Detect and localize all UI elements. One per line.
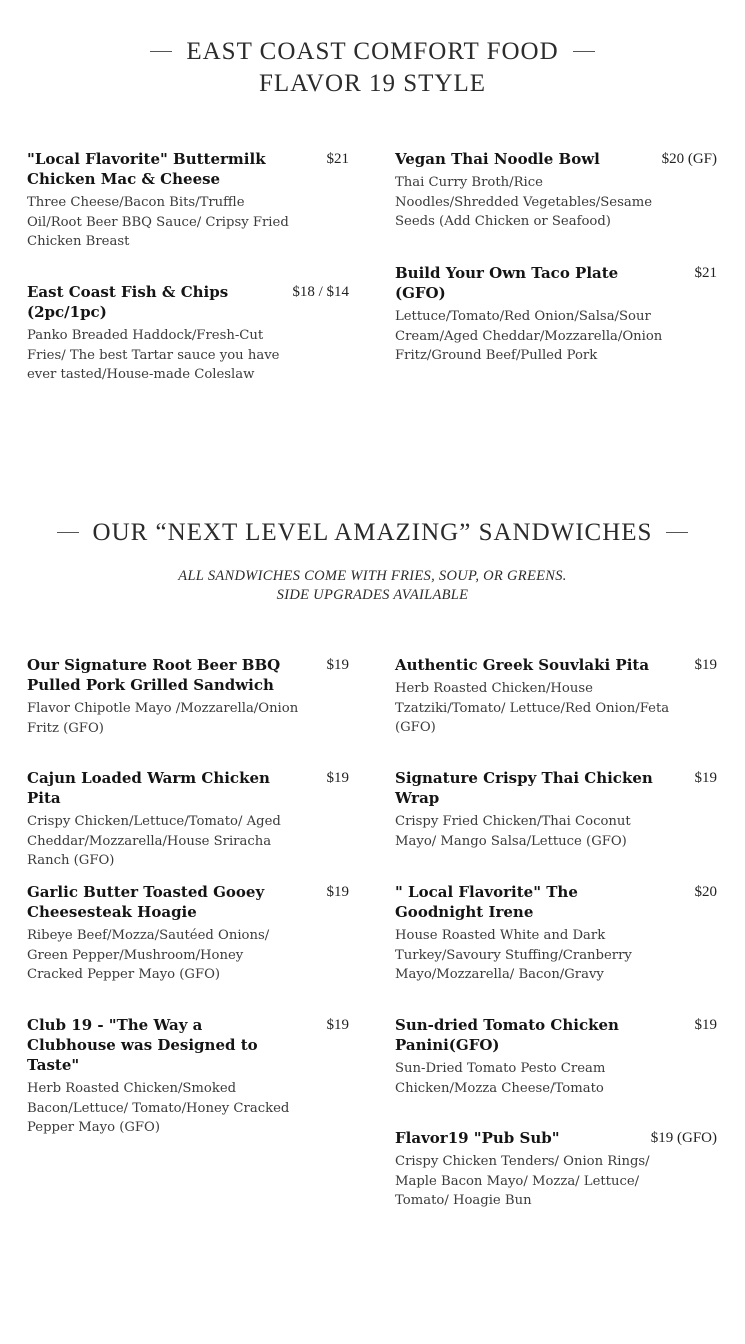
title-dash-right — [573, 51, 595, 52]
item-name: Sun-dried Tomato Chicken Panini(GFO) — [395, 1016, 619, 1054]
item-price: $21 — [694, 265, 717, 281]
menu-item — [395, 1015, 717, 1098]
item-name: Our Signature Root Beer BBQ Pulled Pork Grilled Sandwich — [27, 656, 281, 694]
title-dash-right — [666, 532, 688, 533]
item-name: " Local Flavorite" The Goodnight Irene — [395, 883, 578, 921]
item-name: Club 19 - "The Way a Clubhouse was Designed to Taste" — [27, 1016, 258, 1074]
menu-item — [395, 263, 717, 366]
item-name: Vegan Thai Noodle Bowl — [395, 150, 600, 168]
section-title-comfort-food — [0, 36, 745, 100]
menu-item — [395, 768, 717, 851]
menu-item — [27, 1015, 349, 1138]
item-price: $19 — [326, 657, 349, 673]
item-price: $19 — [694, 770, 717, 786]
item-price: $19 — [694, 657, 717, 673]
subtitle-line-1: ALL SANDWICHES COME WITH FRIES, SOUP, OR GREENS. — [178, 568, 567, 584]
item-price: $20 — [694, 884, 717, 900]
item-price: $19 — [326, 884, 349, 900]
section1-title-text: EAST COAST COMFORT FOOD — [186, 38, 559, 65]
item-name: Flavor19 "Pub Sub" — [395, 1129, 560, 1147]
item-description: Flavor Chipotle Mayo /Mozzarella/Onion Fritz (GFO) — [27, 701, 299, 736]
item-price: $20 (GF) — [661, 151, 717, 167]
item-name: "Local Flavorite" Buttermilk Chicken Mac & Cheese — [27, 150, 266, 188]
item-price: $18 / $14 — [292, 284, 349, 300]
menu-item — [27, 768, 349, 871]
item-name: Cajun Loaded Warm Chicken Pita — [27, 769, 270, 807]
item-description: Sun-Dried Tomato Pesto Cream Chicken/Mozza Cheese/Tomato — [395, 1061, 606, 1096]
title-dash-left — [150, 51, 172, 52]
item-description: Panko Breaded Haddock/Fresh-Cut Fries/ The best Tartar sauce you have ever tasted/House-made Coleslaw — [27, 328, 280, 382]
item-name: Build Your Own Taco Plate (GFO) — [395, 264, 619, 302]
item-price: $21 — [326, 151, 349, 167]
item-description: Ribeye Beef/Mozza/Sautéed Onions/ Green Pepper/Mushroom/Honey Cracked Pepper Mayo (GFO) — [27, 928, 270, 982]
item-price: $19 (GFO) — [650, 1130, 717, 1146]
item-description: House Roasted White and Dark Turkey/Savoury Stuffing/Cranberry Mayo/Mozzarella/ Bacon/Gravy — [395, 928, 632, 982]
menu-item — [27, 655, 349, 738]
section-title-sandwiches — [0, 517, 745, 549]
item-price: $19 — [326, 770, 349, 786]
subtitle-line-2: SIDE UPGRADES AVAILABLE — [276, 587, 469, 603]
item-description: Crispy Fried Chicken/Thai Coconut Mayo/ Mango Salsa/Lettuce (GFO) — [395, 814, 631, 849]
menu-item — [395, 655, 717, 738]
item-name: Garlic Butter Toasted Gooey Cheesesteak Hoagie — [27, 883, 265, 921]
menu-item — [395, 1128, 717, 1211]
item-price: $19 — [694, 1017, 717, 1033]
item-description: Herb Roasted Chicken/Smoked Bacon/Lettuce/ Tomato/Honey Cracked Pepper Mayo (GFO) — [27, 1081, 290, 1135]
title-line-1 — [0, 517, 745, 549]
menu-item — [27, 149, 349, 252]
title-dash-left — [57, 532, 79, 533]
section2-title-text: OUR “NEXT LEVEL AMAZING” SANDWICHES — [92, 519, 653, 546]
section1-title-line-2: FLAVOR 19 STYLE — [258, 70, 487, 97]
item-description: Herb Roasted Chicken/House Tzatziki/Tomato/ Lettuce/Red Onion/Feta (GFO) — [395, 681, 670, 735]
menu-item — [395, 149, 717, 232]
menu-item — [27, 282, 349, 385]
item-description: Crispy Chicken Tenders/ Onion Rings/ Maple Bacon Mayo/ Mozza/ Lettuce/ Tomato/ Hoagie Bun — [395, 1154, 650, 1208]
item-description: Thai Curry Broth/Rice Noodles/Shredded Vegetables/Sesame Seeds (Add Chicken or Seafood) — [395, 175, 653, 229]
menu-item — [27, 882, 349, 985]
item-name: Authentic Greek Souvlaki Pita — [395, 656, 650, 674]
item-price: $19 — [326, 1017, 349, 1033]
item-name: East Coast Fish & Chips (2pc/1pc) — [27, 283, 229, 321]
item-name: Signature Crispy Thai Chicken Wrap — [395, 769, 653, 807]
sandwich-subtitle — [0, 567, 745, 605]
menu-item — [395, 882, 717, 985]
title-line-1 — [0, 36, 745, 68]
item-description: Three Cheese/Bacon Bits/Truffle Oil/Root Beer BBQ Sauce/ Cripsy Fried Chicken Breast — [27, 195, 289, 249]
item-description: Crispy Chicken/Lettuce/Tomato/ Aged Cheddar/Mozzarella/House Sriracha Ranch (GFO) — [27, 814, 281, 868]
item-description: Lettuce/Tomato/Red Onion/Salsa/Sour Cream/Aged Cheddar/Mozzarella/Onion Fritz/Ground Beef/Pulled Pork — [395, 309, 663, 363]
